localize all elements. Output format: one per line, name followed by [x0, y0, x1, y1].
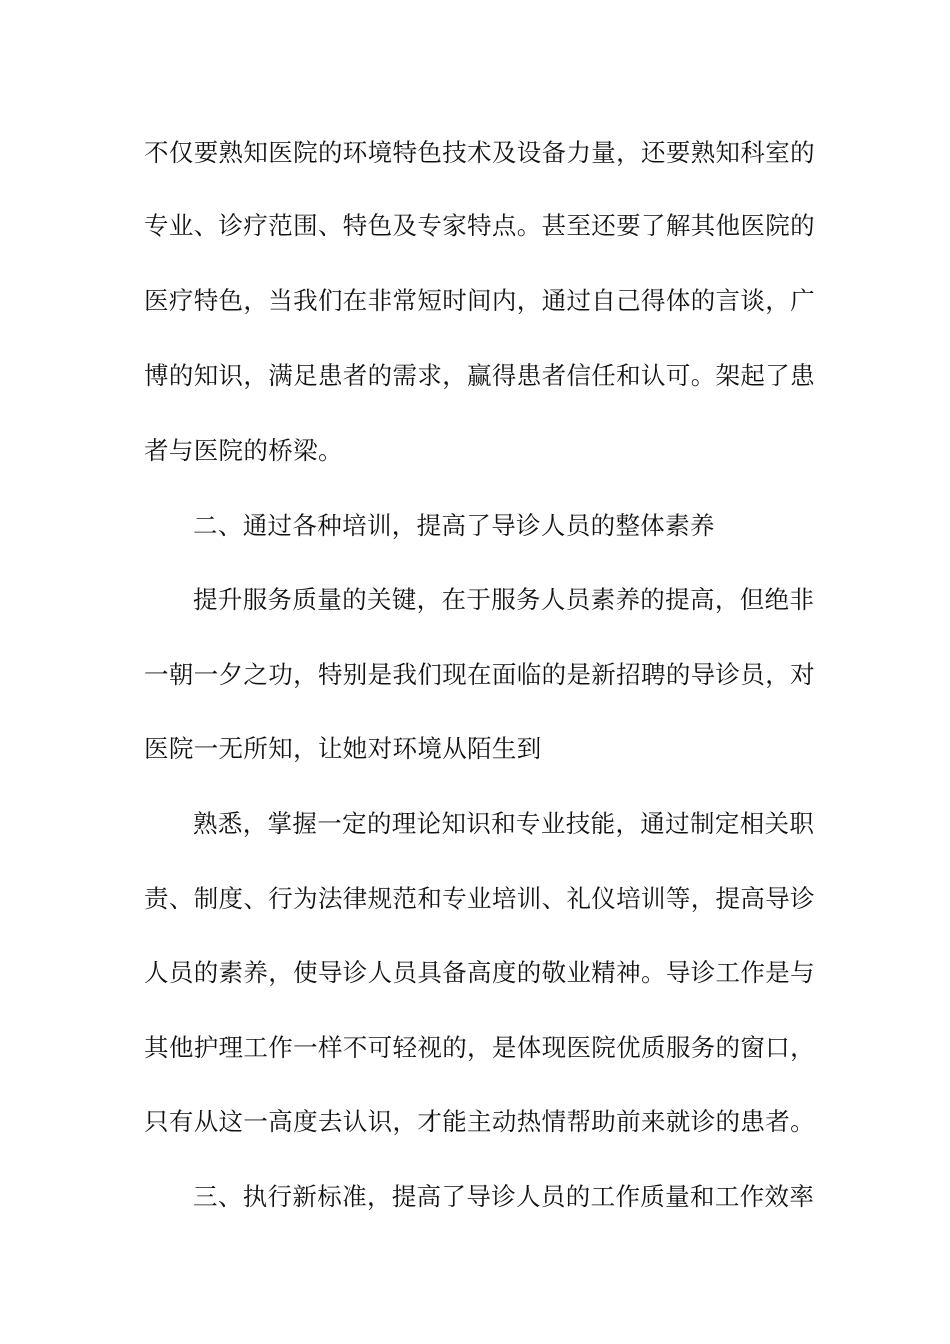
- text-line-12: 人员的素养，使导诊人员具备高度的敬业精神。导诊工作是与: [144, 958, 815, 987]
- text-line-8: 一朝一夕之功，特别是我们现在面临的是新招聘的导诊员，对: [144, 660, 815, 689]
- text-line-5: 者与医院的桥梁。: [144, 436, 343, 465]
- section-heading-2: 二、通过各种培训，提高了导诊人员的整体素养: [193, 511, 715, 540]
- text-line-11: 责、制度、行为法律规范和专业培训、礼仪培训等，提高导诊: [144, 884, 815, 913]
- text-line-7: 提升服务质量的关键，在于服务人员素养的提高，但绝非: [193, 585, 815, 614]
- text-line-10: 熟悉，掌握一定的理论知识和专业技能，通过制定相关职: [193, 809, 815, 838]
- text-line-1: 不仅要熟知医院的环境特色技术及设备力量，还要熟知科室的: [144, 138, 815, 167]
- text-line-9: 医院一无所知，让她对环境从陌生到: [144, 734, 542, 763]
- text-line-3: 医疗特色，当我们在非常短时间内，通过自己得体的言谈，广: [144, 286, 815, 315]
- text-line-14: 只有从这一高度去认识，才能主动热情帮助前来就诊的患者。: [144, 1107, 815, 1136]
- text-line-2: 专业、诊疗范围、特色及专家特点。甚至还要了解其他医院的: [144, 211, 815, 240]
- text-line-13: 其他护理工作一样不可轻视的，是体现医院优质服务的窗口，: [144, 1033, 815, 1062]
- text-line-4: 博的知识，满足患者的需求，赢得患者信任和认可。架起了患: [144, 361, 815, 390]
- section-heading-3: 三、执行新标准，提高了导诊人员的工作质量和工作效率: [193, 1182, 815, 1211]
